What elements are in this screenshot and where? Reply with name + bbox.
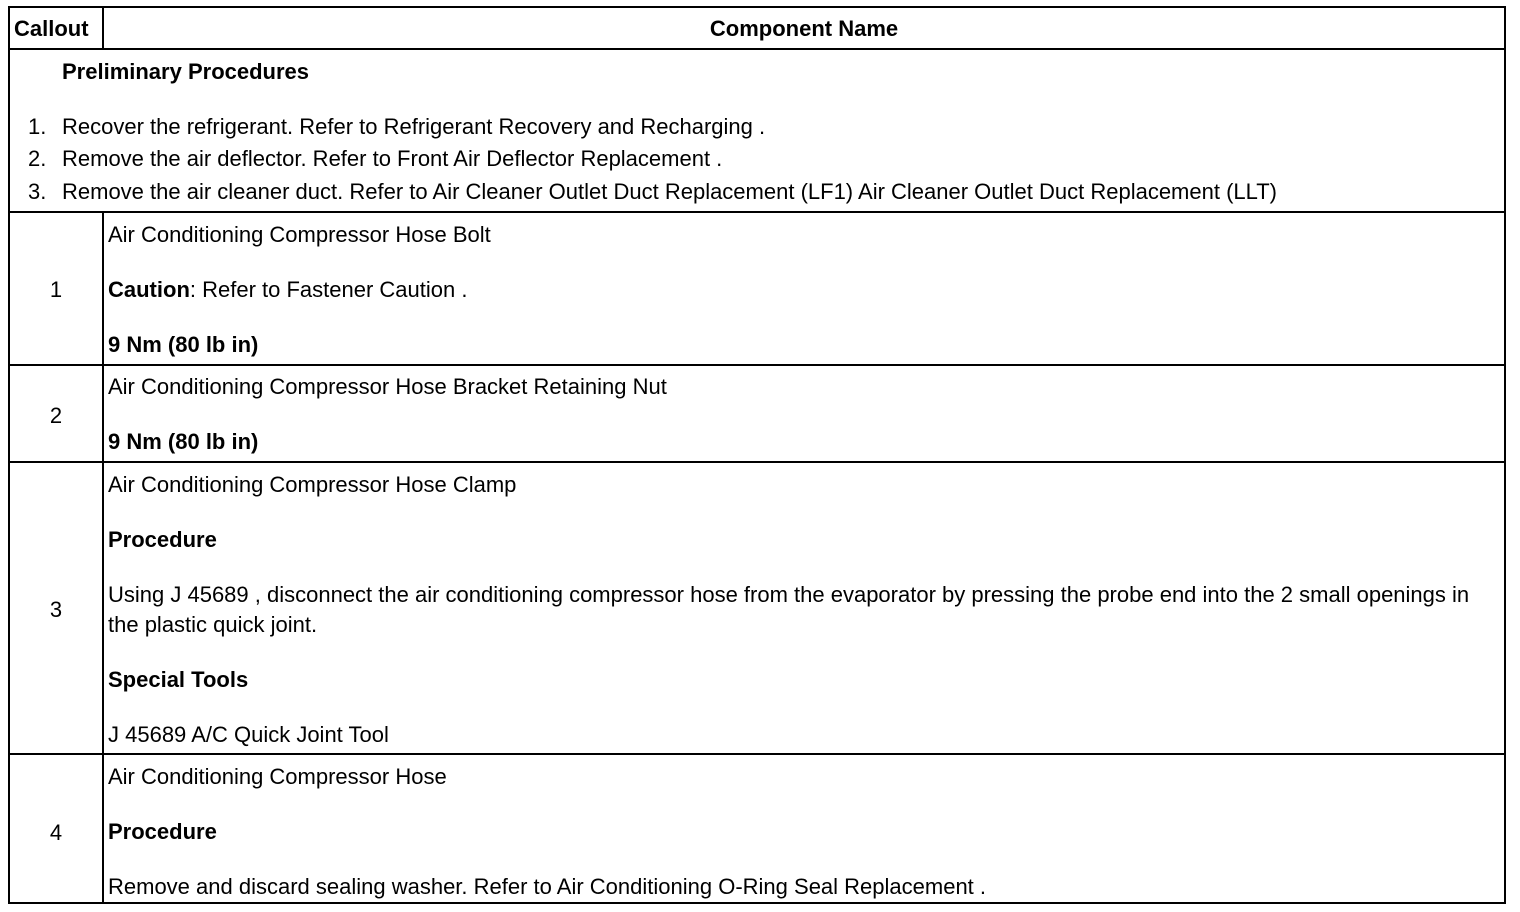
callout-number: 4 xyxy=(49,820,63,845)
row-divider xyxy=(10,48,1504,50)
row-divider xyxy=(10,461,1504,463)
step-text: Remove the air cleaner duct. Refer to Air Cleaner Outlet Duct Replacement (LF1) Air Cleaner Outlet Duct Replacement (LLT) xyxy=(62,179,1278,204)
step-text: Recover the refrigerant. Refer to Refrigerant Recovery and Recharging . xyxy=(62,114,766,139)
step-number: 1. xyxy=(28,114,47,139)
component-name: Air Conditioning Compressor Hose Clamp xyxy=(108,472,517,497)
preliminary-title: Preliminary Procedures xyxy=(62,59,310,84)
special-tool-item: J 45689 A/C Quick Joint Tool xyxy=(108,722,389,747)
caution-text: : Refer to Fastener Caution . xyxy=(189,277,468,302)
procedure-table xyxy=(8,6,1506,904)
row-divider xyxy=(10,364,1504,366)
header-component-name: Component Name xyxy=(709,16,899,41)
header-callout: Callout xyxy=(14,16,89,41)
callout-number: 2 xyxy=(49,403,63,428)
row-divider xyxy=(10,753,1504,755)
procedure-text: Using J 45689 , disconnect the air conditioning compressor hose from the evaporator by pressing the probe end into the 2 small openings in the plastic quick joint. xyxy=(108,582,1470,637)
caution-label: Caution xyxy=(108,277,190,302)
row-divider xyxy=(10,211,1504,213)
callout-number: 3 xyxy=(49,597,63,622)
step-text: Remove the air deflector. Refer to Front Air Deflector Replacement . xyxy=(62,146,723,171)
step-number: 2. xyxy=(28,146,47,171)
torque-spec: 9 Nm (80 lb in) xyxy=(108,429,259,454)
column-divider xyxy=(102,211,104,902)
special-tools-heading: Special Tools xyxy=(108,667,249,692)
callout-number: 1 xyxy=(49,277,63,302)
torque-spec: 9 Nm (80 lb in) xyxy=(108,332,259,357)
step-number: 3. xyxy=(28,179,47,204)
component-name: Air Conditioning Compressor Hose Bolt xyxy=(108,222,491,247)
procedure-heading: Procedure xyxy=(108,819,217,844)
procedure-text: Remove and discard sealing washer. Refer to Air Conditioning O-Ring Seal Replacement . xyxy=(108,874,987,899)
component-name: Air Conditioning Compressor Hose Bracket Retaining Nut xyxy=(108,374,667,399)
component-name: Air Conditioning Compressor Hose xyxy=(108,764,447,789)
procedure-heading: Procedure xyxy=(108,527,217,552)
caution-note xyxy=(108,277,467,303)
